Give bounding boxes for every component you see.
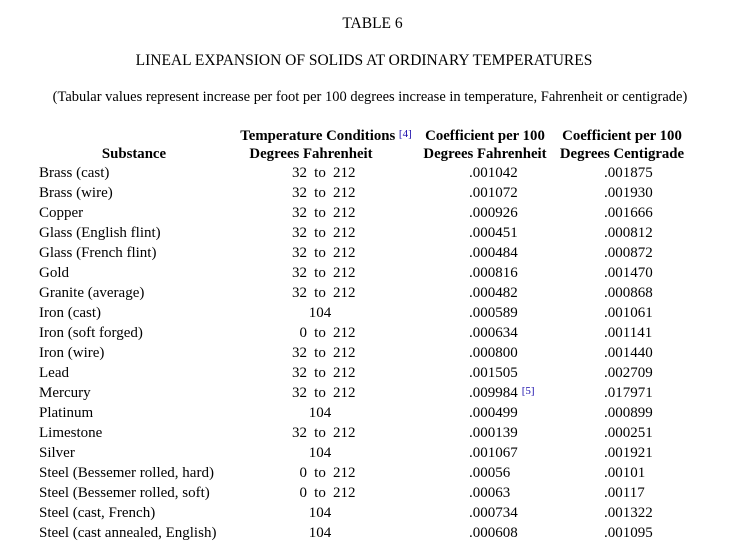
temperature-to: to: [314, 345, 326, 361]
fahrenheit-coefficient-cell: [469, 463, 510, 483]
header-fahrenheit: [416, 127, 554, 163]
fahrenheit-coefficient-cell: [469, 223, 518, 243]
table-title: LINEAL EXPANSION OF SOLIDS AT ORDINARY TEMPERATURES: [135, 52, 593, 69]
temperature-high: 212: [333, 245, 356, 261]
temperature-high: 212: [333, 345, 356, 361]
fahrenheit-coefficient-value: .000589: [469, 305, 518, 321]
header-temperature-line1: Temperature Conditions: [240, 128, 396, 144]
temperature-low: 32: [292, 245, 307, 261]
table-row: [0, 203, 745, 223]
table-row: [0, 503, 745, 523]
temperature-high: 212: [333, 385, 356, 401]
temperature-high: 212: [333, 465, 356, 481]
substance-cell: Steel (Bessemer rolled, hard): [39, 465, 214, 481]
substance-cell: Granite (average): [39, 285, 145, 301]
fahrenheit-coefficient-cell: [469, 523, 518, 543]
temperature-high: 212: [333, 265, 356, 281]
fahrenheit-coefficient-cell: [469, 163, 518, 183]
temperature-to: to: [314, 365, 326, 381]
temperature-to: to: [314, 185, 326, 201]
centigrade-coefficient-cell: .00117: [604, 485, 645, 501]
substance-cell: Gold: [39, 265, 69, 281]
table-row: [0, 303, 745, 323]
fahrenheit-coefficient-value: .000608: [469, 525, 518, 541]
header-fahrenheit-line2: Degrees Fahrenheit: [423, 146, 547, 162]
fahrenheit-coefficient-cell: [469, 343, 518, 363]
centigrade-coefficient-cell: .001095: [604, 525, 653, 541]
temperature-low: 32: [292, 225, 307, 241]
fahrenheit-coefficient-value: .000800: [469, 345, 518, 361]
fahrenheit-coefficient-cell: [469, 263, 518, 283]
table-row: [0, 443, 745, 463]
temperature-to: to: [314, 285, 326, 301]
table-row: [0, 223, 745, 243]
fahrenheit-coefficient-cell: [469, 503, 518, 523]
table-note: (Tabular values represent increase per foot per 100 degrees increase in temperature, Fahrenheit or centigrade): [52, 89, 688, 105]
temperature-to: to: [314, 205, 326, 221]
temperature-to: to: [314, 225, 326, 241]
substance-cell: Silver: [39, 445, 75, 461]
fahrenheit-coefficient-value: .00063: [469, 485, 511, 501]
centigrade-coefficient-cell: .000812: [604, 225, 653, 241]
fahrenheit-coefficient-cell: [469, 483, 510, 503]
fahrenheit-coefficient-value: .000816: [469, 265, 518, 281]
temperature-cell: [252, 463, 388, 483]
temperature-cell: [252, 503, 388, 523]
temperature-high: 212: [333, 205, 356, 221]
temperature-high: 212: [333, 425, 356, 441]
table-row: [0, 183, 745, 203]
fahrenheit-coefficient-cell: [469, 363, 518, 383]
substance-cell: Brass (cast): [39, 165, 110, 181]
fahrenheit-coefficient-value: .000634: [469, 325, 518, 341]
fahrenheit-coefficient-cell: [469, 303, 518, 323]
temperature-to: to: [314, 165, 326, 181]
centigrade-coefficient-cell: .001666: [604, 205, 653, 221]
temperature-cell: [252, 263, 388, 283]
substance-cell: Steel (cast annealed, English): [39, 525, 217, 541]
header-centigrade-line1: Coefficient per 100: [562, 128, 682, 144]
fahrenheit-coefficient-value: .00056: [469, 465, 511, 481]
temperature-low: 32: [292, 425, 307, 441]
centigrade-coefficient-cell: .001470: [604, 265, 653, 281]
temperature-low: 0: [299, 465, 307, 481]
temperature-cell: [252, 283, 388, 303]
centigrade-coefficient-cell: .002709: [604, 365, 653, 381]
substance-cell: Glass (English flint): [39, 225, 161, 241]
fahrenheit-coefficient-value: .000499: [469, 405, 518, 421]
fahrenheit-coefficient-value: .000926: [469, 205, 518, 221]
temperature-low: 32: [292, 185, 307, 201]
temperature-high: 212: [333, 225, 356, 241]
substance-cell: Iron (soft forged): [39, 325, 143, 341]
table-row: [0, 243, 745, 263]
temperature-to: to: [314, 265, 326, 281]
temperature-to: to: [314, 325, 326, 341]
centigrade-coefficient-cell: .000899: [604, 405, 653, 421]
substance-cell: Iron (wire): [39, 345, 105, 361]
temperature-low: 0: [299, 485, 307, 501]
fahrenheit-coefficient-cell: [469, 443, 518, 463]
substance-cell: Limestone: [39, 425, 103, 441]
substance-cell: Lead: [39, 365, 69, 381]
header-temperature: [231, 127, 421, 163]
temperature-value: 104: [308, 525, 332, 541]
fahrenheit-coefficient-value: .001042: [469, 165, 518, 181]
fahrenheit-coefficient-cell: [469, 283, 518, 303]
centigrade-coefficient-cell: .001061: [604, 305, 653, 321]
temperature-cell: [252, 243, 388, 263]
fahrenheit-coefficient-value: .009984: [469, 385, 518, 401]
substance-cell: Platinum: [39, 405, 94, 421]
temperature-cell: [252, 303, 388, 323]
fahrenheit-coefficient-value: .000734: [469, 505, 518, 521]
temperature-high: 212: [333, 185, 356, 201]
table-row: [0, 463, 745, 483]
table-body: [0, 163, 745, 543]
temperature-cell: [252, 363, 388, 383]
table-row: [0, 383, 745, 403]
temperature-cell: [252, 523, 388, 543]
header-fahrenheit-line1: Coefficient per 100: [425, 128, 545, 144]
table-row: [0, 523, 745, 543]
substance-cell: Copper: [39, 205, 84, 221]
temperature-cell: [252, 223, 388, 243]
fahrenheit-coefficient-cell: [469, 403, 518, 423]
temperature-to: to: [314, 425, 326, 441]
temperature-high: 212: [333, 485, 356, 501]
temperature-cell: [252, 443, 388, 463]
centigrade-coefficient-cell: .001875: [604, 165, 653, 181]
fahrenheit-coefficient-value: .000139: [469, 425, 518, 441]
temperature-cell: [252, 323, 388, 343]
table-row: [0, 363, 745, 383]
temperature-to: to: [314, 465, 326, 481]
substance-cell: Steel (Bessemer rolled, soft): [39, 485, 210, 501]
temperature-low: 32: [292, 285, 307, 301]
centigrade-coefficient-cell: .001141: [604, 325, 653, 341]
fahrenheit-coefficient-value: .001067: [469, 445, 518, 461]
centigrade-coefficient-cell: .000868: [604, 285, 653, 301]
temperature-cell: [252, 183, 388, 203]
fahrenheit-coefficient-value: .000482: [469, 285, 518, 301]
table-row: [0, 423, 745, 443]
temperature-high: 212: [333, 365, 356, 381]
temperature-low: 32: [292, 345, 307, 361]
table-row: [0, 283, 745, 303]
temperature-cell: [252, 423, 388, 443]
fahrenheit-coefficient-cell: [469, 423, 518, 443]
header-centigrade: [552, 127, 692, 163]
temperature-cell: [252, 203, 388, 223]
centigrade-coefficient-cell: .017971: [604, 385, 653, 401]
substance-cell: Steel (cast, French): [39, 505, 156, 521]
temperature-to: to: [314, 385, 326, 401]
fahrenheit-coefficient-value: .001505: [469, 365, 518, 381]
table-row: [0, 343, 745, 363]
temperature-value: 104: [308, 405, 332, 421]
footnote-link-5[interactable]: [5]: [521, 385, 535, 397]
temperature-low: 32: [292, 385, 307, 401]
temperature-low: 32: [292, 265, 307, 281]
substance-cell: Brass (wire): [39, 185, 113, 201]
temperature-to: to: [314, 485, 326, 501]
table-row: [0, 403, 745, 423]
header-centigrade-line2: Degrees Centigrade: [559, 146, 685, 162]
centigrade-coefficient-cell: .001930: [604, 185, 653, 201]
table-label: TABLE 6: [342, 15, 403, 32]
fahrenheit-coefficient-value: .001072: [469, 185, 518, 201]
temperature-low: 0: [299, 325, 307, 341]
header-substance: [98, 145, 170, 163]
table-row: [0, 163, 745, 183]
temperature-cell: [252, 163, 388, 183]
fahrenheit-coefficient-value: .000451: [469, 225, 518, 241]
centigrade-coefficient-cell: .001322: [604, 505, 653, 521]
temperature-low: 32: [292, 365, 307, 381]
temperature-cell: [252, 343, 388, 363]
temperature-value: 104: [308, 505, 332, 521]
fahrenheit-coefficient-cell: [469, 383, 535, 403]
temperature-value: 104: [308, 445, 332, 461]
fahrenheit-coefficient-value: .000484: [469, 245, 518, 261]
temperature-high: 212: [333, 325, 356, 341]
table-row: [0, 483, 745, 503]
temperature-high: 212: [333, 165, 356, 181]
temperature-high: 212: [333, 285, 356, 301]
footnote-link-4[interactable]: [4]: [398, 128, 412, 140]
header-substance-label: Substance: [101, 146, 167, 162]
fahrenheit-coefficient-cell: [469, 243, 518, 263]
temperature-low: 32: [292, 205, 307, 221]
header-temperature-line2: Degrees Fahrenheit: [249, 146, 373, 162]
substance-cell: Mercury: [39, 385, 91, 401]
centigrade-coefficient-cell: .000251: [604, 425, 653, 441]
table-row: [0, 263, 745, 283]
centigrade-coefficient-cell: .00101: [604, 465, 646, 481]
temperature-to: to: [314, 245, 326, 261]
temperature-cell: [252, 383, 388, 403]
temperature-low: 32: [292, 165, 307, 181]
temperature-cell: [252, 483, 388, 503]
centigrade-coefficient-cell: .001921: [604, 445, 653, 461]
centigrade-coefficient-cell: .001440: [604, 345, 653, 361]
temperature-value: 104: [308, 305, 332, 321]
temperature-cell: [252, 403, 388, 423]
fahrenheit-coefficient-cell: [469, 323, 518, 343]
fahrenheit-coefficient-cell: [469, 203, 518, 223]
fahrenheit-coefficient-cell: [469, 183, 518, 203]
substance-cell: Glass (French flint): [39, 245, 157, 261]
centigrade-coefficient-cell: .000872: [604, 245, 653, 261]
table-row: [0, 323, 745, 343]
substance-cell: Iron (cast): [39, 305, 102, 321]
